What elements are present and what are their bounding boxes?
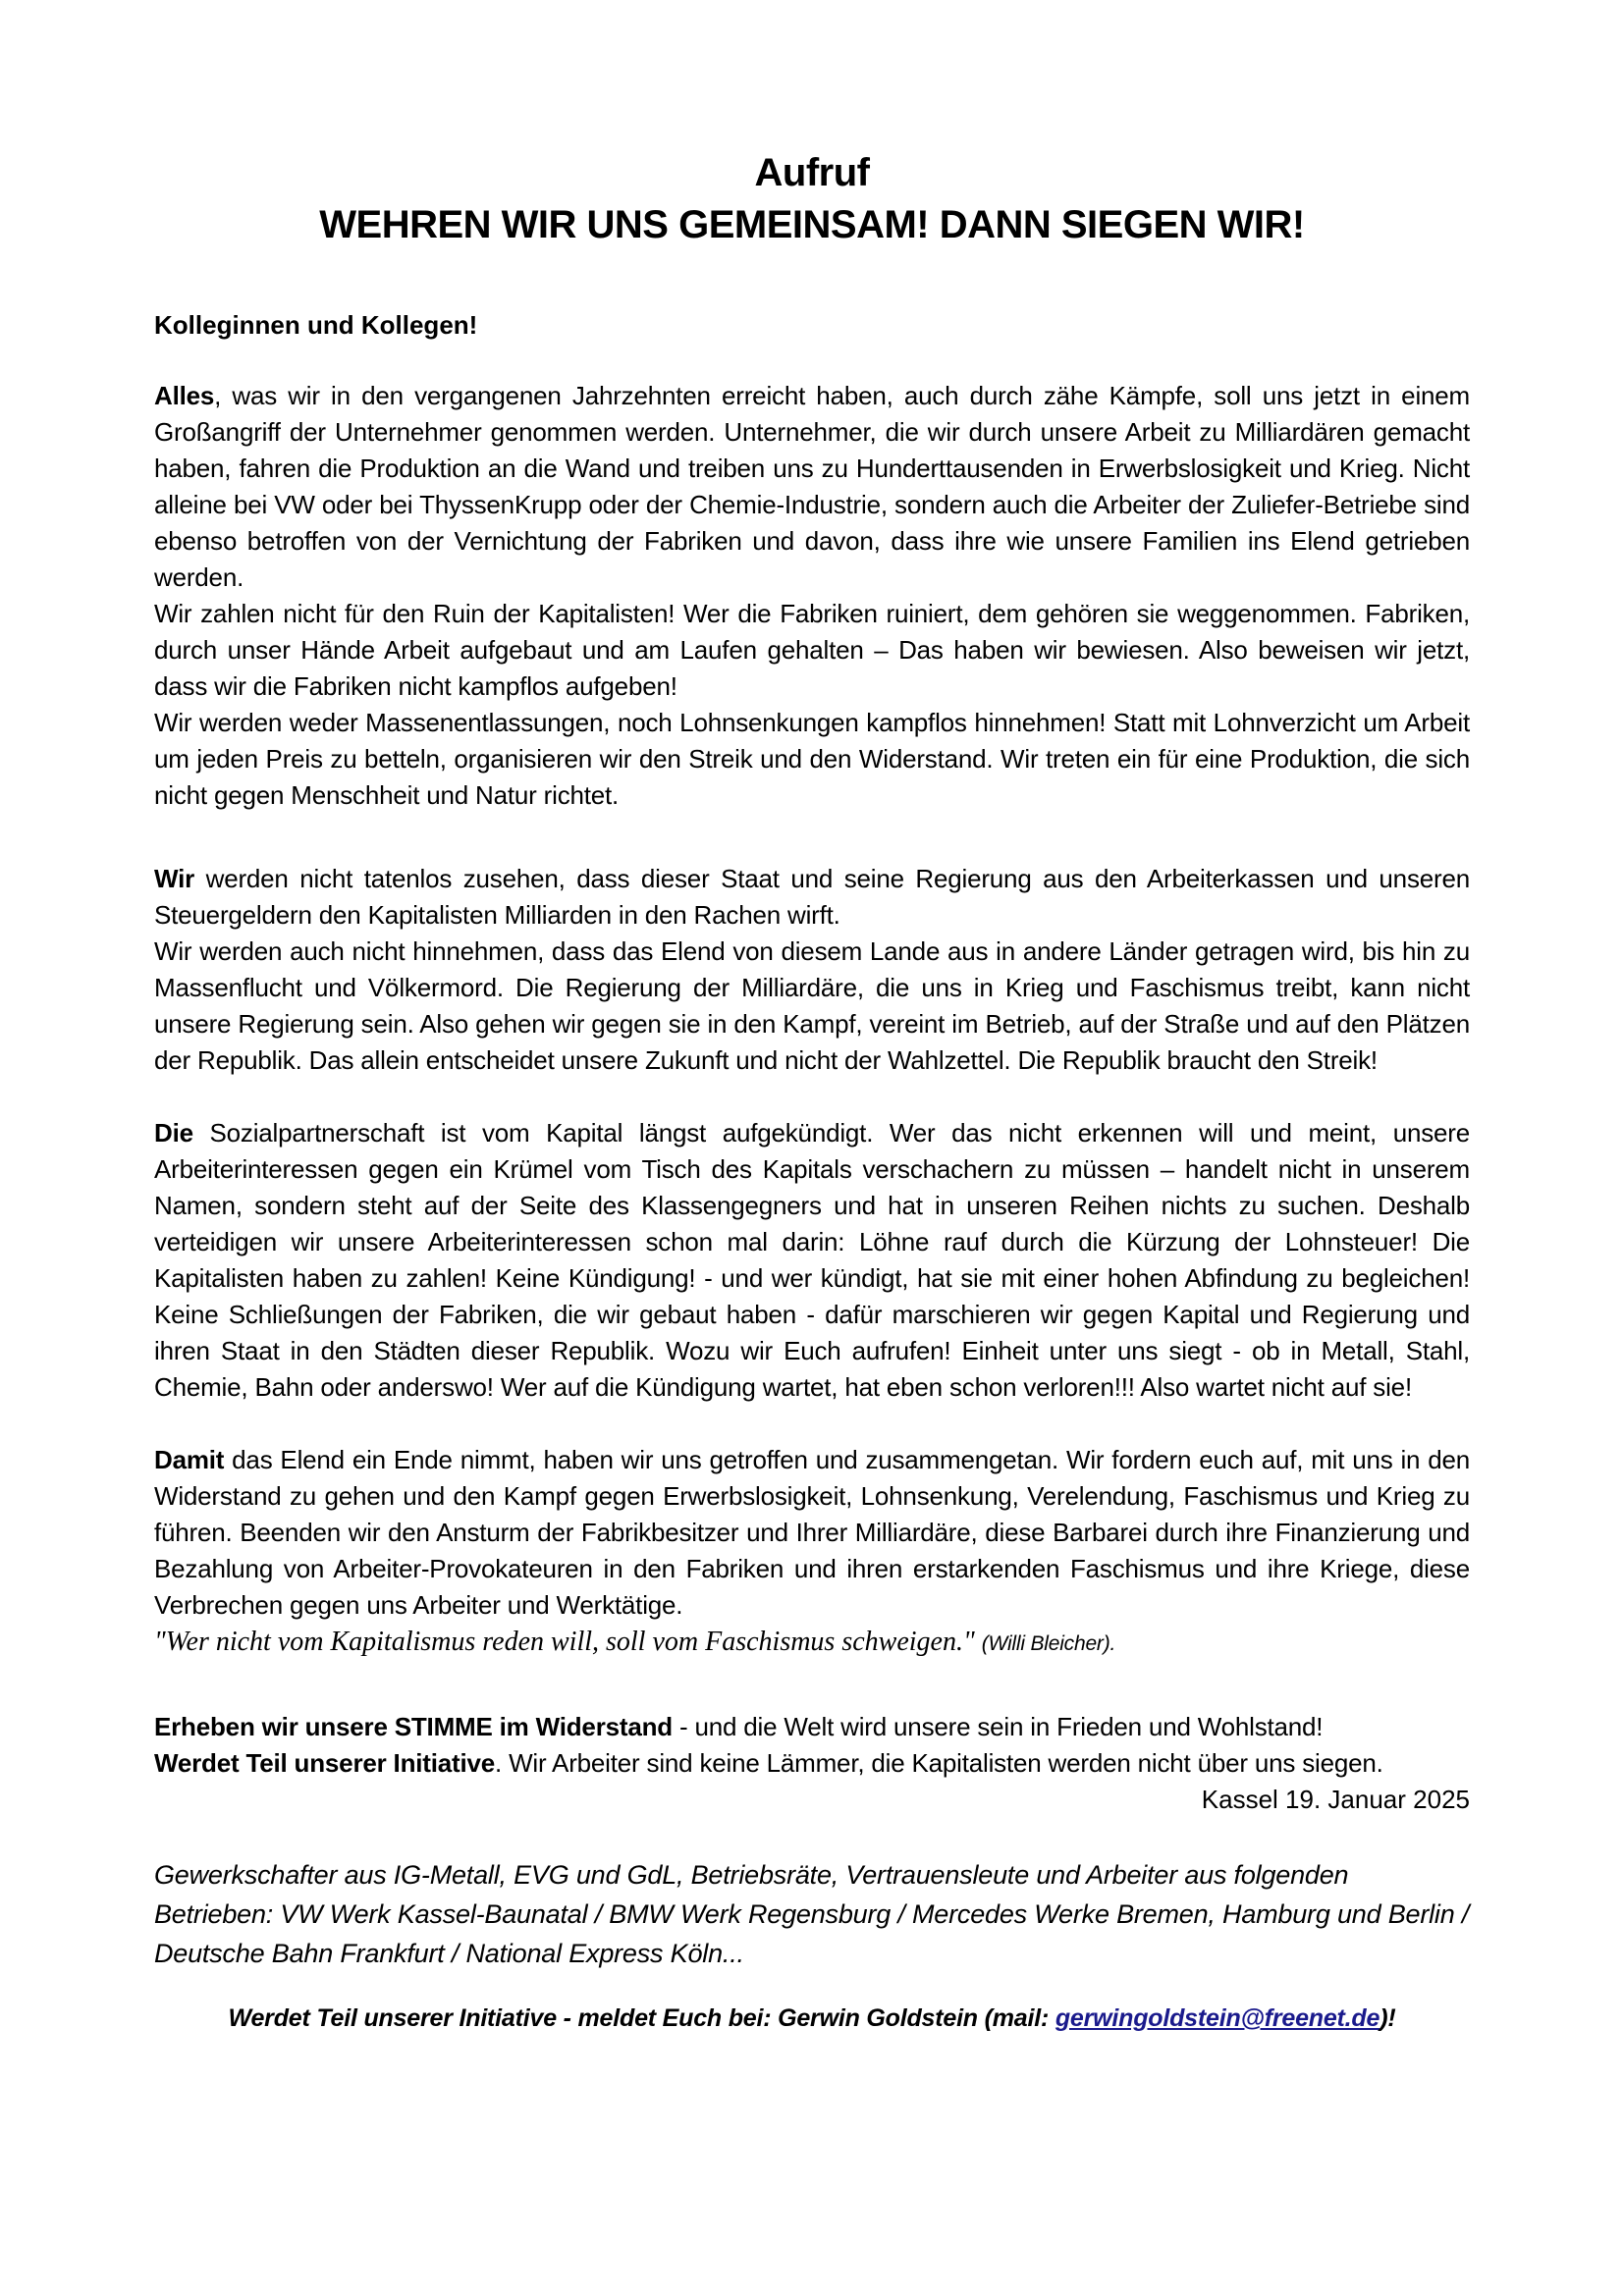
text-run: Alles xyxy=(154,381,215,410)
text-run: "Wer nicht vom Kapitalismus reden will, soll vom Faschismus schweigen." xyxy=(154,1627,982,1657)
text-run: , was wir in den vergangenen Jahrzehnten erreicht haben, auch durch zähe Kämpfe, soll uns jetzt in einem Großangriff der Unternehmer genommen werden. Unternehmer, die wir durch unsere Arbeit zu Milliardären gemacht haben, fahren die Produktion an die Wand und treiben uns zu Hunderttausenden in Erwerbslosigkeit und Krieg. Nicht alleine bei VW oder bei ThyssenKrupp oder der Chemie-Industrie, sondern auch die Arbeiter der Zuliefer-Betriebe sind ebenso betroffen von der Vernichtung der Fabriken und davon, dass ihre wie unsere Familien ins Elend getrieben werden. xyxy=(154,381,1470,592)
text-run: Werdet Teil unserer Initiative - meldet Euch bei: Gerwin Goldstein (mail: xyxy=(228,2004,1055,2032)
text-run: (Willi Bleicher). xyxy=(981,1632,1116,1655)
signatories: Gewerkschafter aus IG-Metall, EVG und GdL, Betriebsräte, Vertrauensleute und Arbeiter aus folgenden Betrieben: VW Werk Kassel-Baunatal / BMW Werk Regensburg / Mercedes Werke Bremen, Hamburg und Berlin / Deutsche Bahn Frankfurt / National Express Köln... xyxy=(154,1860,1470,1968)
text-run: - und die Welt wird unsere sein in Frieden und Wohlstand! xyxy=(672,1712,1324,1741)
email-link[interactable]: gerwingoldstein@freenet.de xyxy=(1055,2004,1380,2032)
text-run: )! xyxy=(1380,2004,1396,2032)
text-run: Die xyxy=(154,1118,193,1148)
text-run: Erheben wir unsere STIMME im Widerstand xyxy=(154,1712,673,1741)
paragraph-damit xyxy=(154,1442,1470,1662)
text-run: Wir zahlen nicht für den Ruin der Kapitalisten! Wer die Fabriken ruiniert, dem gehören sie weggenommen. Fabriken, durch unser Hände Arbeit aufgebaut und am Laufen gehalten – Das haben wir bewiesen. Also beweisen wir jetzt, dass wir die Fabriken nicht kampflos aufgeben! xyxy=(154,599,1470,701)
text-run: Damit xyxy=(154,1445,225,1474)
paragraph-erheben xyxy=(154,1709,1470,1782)
text-run: Wir werden auch nicht hinnehmen, dass das Elend von diesem Lande aus in andere Länder getragen wird, bis hin zu Massenflucht und Völkermord. Die Regierung der Milliardäre, die uns in Krieg und Faschismus treibt, kann nicht unsere Regierung sein. Also gehen wir gegen sie in den Kampf, vereint im Betrieb, auf der Straße und auf den Plätzen der Republik. Das allein entscheidet unsere Zukunft und nicht der Wahlzettel. Die Republik braucht den Streik! xyxy=(154,936,1470,1075)
text-run: Wir xyxy=(154,864,195,893)
paragraph-wir xyxy=(154,861,1470,1079)
page-subtitle: WEHREN WIR UNS GEMEINSAM! DANN SIEGEN WIR! xyxy=(319,203,1305,246)
title-block xyxy=(154,147,1470,251)
text-run: werden nicht tatenlos zusehen, dass dieser Staat und seine Regierung aus den Arbeiterkassen und unseren Steuergeldern den Kapitalisten Milliarden in den Rachen wirft. xyxy=(154,864,1470,930)
paragraph-die xyxy=(154,1115,1470,1406)
text-run: Wir werden weder Massenentlassungen, noch Lohnsenkungen kampflos hinnehmen! Statt mit Lohnverzicht um Arbeit um jeden Preis zu betteln, organisieren wir den Streik und den Widerstand. Wir treten ein für eine Produktion, die sich nicht gegen Menschheit und Natur richtet. xyxy=(154,708,1470,810)
text-run: . Wir Arbeiter sind keine Lämmer, die Kapitalisten werden nicht über uns siegen. xyxy=(495,1748,1383,1778)
text-run: Werdet Teil unserer Initiative xyxy=(154,1748,496,1778)
document-content xyxy=(154,147,1470,2037)
date-line: Kassel 19. Januar 2025 xyxy=(1201,1785,1470,1814)
salutation: Kolleginnen und Kollegen! xyxy=(154,310,478,340)
text-run: Sozialpartnerschaft ist vom Kapital längst aufgekündigt. Wer das nicht erkennen will und meint, unsere Arbeiterinteressen gegen ein Krümel vom Tisch des Kapitals verschachern zu müssen – handelt nicht in unserem Namen, sondern steht auf der Seite des Klassengegners und hat in unseren Reihen nichts zu suchen. Deshalb verteidigen wir unsere Arbeiterinteressen schon mal darin: Löhne rauf durch die Kürzung der Lohnsteuer! Die Kapitalisten haben zu zahlen! Keine Kündigung! - und wer kündigt, hat sie mit einer hohen Abfindung zu begleichen! Keine Schließungen der Fabriken, die wir gebaut haben - dafür marschieren wir gegen Kapital und Regierung und ihren Staat in den Städten dieser Republik. Wozu wir Euch aufrufen! Einheit unter uns siegt - ob in Metall, Stahl, Chemie, Bahn oder anderswo! Wer auf die Kündigung wartet, hat eben schon verloren!!! Also wartet nicht auf sie! xyxy=(154,1118,1470,1402)
text-run: das Elend ein Ende nimmt, haben wir uns getroffen und zusammengetan. Wir fordern euch auf, mit uns in den Widerstand zu gehen und den Kampf gegen Erwerbslosigkeit, Lohnsenkung, Verelendung, Faschismus und Krieg zu führen. Beenden wir den Ansturm der Fabrikbesitzer und Ihrer Milliardäre, diese Barbarei durch ihre Finanzierung und Bezahlung von Arbeiter-Provokateuren in den Fabriken und ihren erstarkenden Faschismus und ihre Kriege, diese Verbrechen gegen uns Arbeiter und Werktätige. xyxy=(154,1445,1470,1620)
page-title: Aufruf xyxy=(754,151,870,194)
footer-line xyxy=(154,2001,1470,2037)
paragraph-alles xyxy=(154,378,1470,814)
